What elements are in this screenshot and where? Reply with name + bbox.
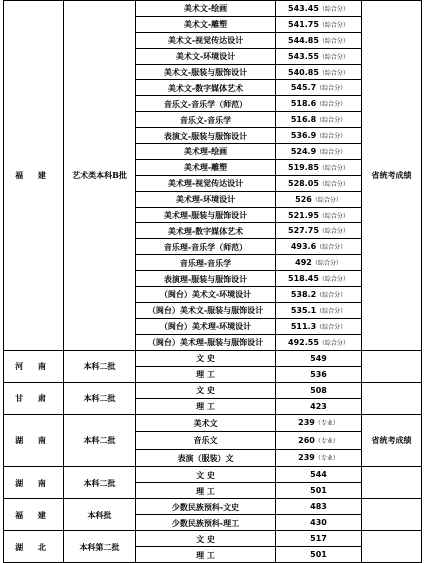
category-cell: 文 史 (136, 531, 276, 547)
score-cell (276, 96, 362, 112)
table-row (4, 350, 422, 366)
score-value: 544.85 (288, 35, 319, 45)
score-type-note: （综合分） (318, 228, 349, 236)
batch-cell: 本科第二批 (64, 531, 136, 563)
score-value: 492.55 (288, 337, 319, 347)
score-value: 492 (295, 258, 312, 268)
batch-cell: 本科二批 (64, 382, 136, 414)
score-value: 483 (310, 502, 327, 512)
score-cell (276, 1, 362, 17)
score-cell (276, 80, 362, 96)
score-value: 518.6 (290, 99, 317, 109)
batch-cell: 艺术类本科B批 (64, 1, 136, 351)
score-value: 526 (295, 194, 312, 204)
category-cell: 美术理-数字媒体艺术 (136, 223, 276, 239)
score-value: 528.05 (288, 178, 319, 188)
score-cell (276, 449, 362, 467)
note-cell: 省统考成绩 (362, 414, 422, 467)
score-value: 493.6 (290, 242, 317, 252)
batch-cell: 本科二批 (64, 350, 136, 382)
score-value: 517 (310, 534, 327, 544)
score-cell (276, 207, 362, 223)
score-cell (276, 302, 362, 318)
score-value: 521.95 (288, 210, 319, 220)
table-row (4, 531, 422, 547)
score-type-note: （专业） (314, 455, 339, 463)
category-cell: （闽台）美术文-环境设计 (136, 287, 276, 303)
score-cell (276, 16, 362, 32)
category-cell: 少数民族预科-理工 (136, 515, 276, 531)
score-cell (276, 32, 362, 48)
score-value: 501 (310, 486, 327, 496)
category-cell: 文 史 (136, 467, 276, 483)
score-type-note: （综合分） (318, 21, 349, 29)
category-cell: 音乐理-音乐学（师范） (136, 239, 276, 255)
score-type-note: （综合分） (316, 307, 347, 315)
score-cell (276, 467, 362, 483)
score-value: 430 (310, 518, 327, 528)
category-cell: 美术理-绘画 (136, 144, 276, 160)
score-type-note: （综合分） (318, 37, 349, 45)
note-cell-empty (362, 499, 422, 531)
category-cell: 音乐理-音乐学 (136, 255, 276, 271)
note-cell-empty (362, 467, 422, 499)
score-cell (276, 318, 362, 334)
score-cell (276, 255, 362, 271)
province-cell: 湖 南 (4, 414, 64, 467)
score-value: 543.45 (288, 3, 319, 13)
score-type-note: （专业） (314, 437, 339, 445)
score-cell (276, 483, 362, 499)
score-type-note: （综合分） (318, 339, 349, 347)
category-cell: 美术理-服装与服饰设计 (136, 207, 276, 223)
score-value: 535.1 (290, 305, 317, 315)
category-cell: 美术文-环境设计 (136, 48, 276, 64)
province-cell: 河 南 (4, 350, 64, 382)
score-type-note: （综合分） (316, 117, 347, 125)
category-cell: 少数民族预科-文史 (136, 499, 276, 515)
score-cell (276, 191, 362, 207)
category-cell: 理 工 (136, 398, 276, 414)
score-type-note: （综合分） (311, 260, 342, 268)
note-cell-empty (362, 531, 422, 563)
score-type-note: （综合分） (311, 196, 342, 204)
score-cell (276, 531, 362, 547)
score-type-note: （综合分） (316, 101, 347, 109)
category-cell: 美术理-雕塑 (136, 159, 276, 175)
score-cell (276, 112, 362, 128)
score-cell (276, 334, 362, 350)
score-cell (276, 159, 362, 175)
category-cell: 美术文-数字媒体艺术 (136, 80, 276, 96)
score-cell (276, 547, 362, 563)
score-type-note: （综合分） (318, 276, 349, 284)
score-type-note: （综合分） (316, 133, 347, 141)
category-cell: 音乐文-音乐学 (136, 112, 276, 128)
score-cell (276, 287, 362, 303)
score-cell (276, 366, 362, 382)
table-row (4, 1, 422, 17)
category-cell: 美术文-视觉传达设计 (136, 32, 276, 48)
score-value: 519.85 (288, 162, 319, 172)
score-value: 423 (310, 401, 327, 411)
province-cell: 湖 北 (4, 531, 64, 563)
score-cell (276, 271, 362, 287)
score-type-note: （综合分） (316, 291, 347, 299)
score-value: 501 (310, 550, 327, 560)
score-value: 524.9 (290, 146, 317, 156)
score-value: 511.3 (290, 321, 317, 331)
score-cell (276, 432, 362, 450)
table-row (4, 499, 422, 515)
category-cell: 理 工 (136, 366, 276, 382)
province-cell: 甘 肃 (4, 382, 64, 414)
province-cell: 湖 南 (4, 467, 64, 499)
score-cell (276, 398, 362, 414)
note-cell-empty (362, 382, 422, 414)
score-value: 545.7 (290, 83, 317, 93)
score-type-note: （综合分） (318, 164, 349, 172)
score-value: 544 (310, 470, 327, 480)
province-cell: 福 建 (4, 499, 64, 531)
score-value: 543.55 (288, 51, 319, 61)
category-cell: 美术文 (136, 414, 276, 432)
category-cell: 音乐文 (136, 432, 276, 450)
score-cell (276, 144, 362, 160)
score-value: 239 (298, 453, 315, 463)
table-row (4, 467, 422, 483)
score-type-note: （综合分） (318, 69, 349, 77)
score-value: 508 (310, 385, 327, 395)
category-cell: （闽台）美术理-环境设计 (136, 318, 276, 334)
batch-cell: 本科批 (64, 499, 136, 531)
score-cell (276, 382, 362, 398)
score-value: 527.75 (288, 226, 319, 236)
category-cell: 表演（服装）文 (136, 449, 276, 467)
score-value: 260 (298, 435, 315, 445)
score-cell (276, 223, 362, 239)
score-value: 549 (310, 353, 327, 363)
category-cell: 理 工 (136, 483, 276, 499)
table-body (4, 1, 422, 563)
score-value: 536 (310, 369, 327, 379)
admission-score-table (3, 0, 422, 563)
table-row (4, 382, 422, 398)
category-cell: 表演文-服装与服饰设计 (136, 128, 276, 144)
category-cell: 文 史 (136, 350, 276, 366)
score-value: 518.45 (288, 274, 319, 284)
score-value: 538.2 (290, 289, 317, 299)
score-type-note: （专业） (314, 420, 339, 428)
score-type-note: （综合分） (316, 85, 347, 93)
score-cell (276, 239, 362, 255)
score-type-note: （综合分） (318, 180, 349, 188)
score-cell (276, 175, 362, 191)
batch-cell: 本科二批 (64, 414, 136, 467)
score-cell (276, 350, 362, 366)
score-type-note: （综合分） (318, 53, 349, 61)
score-type-note: （综合分） (316, 323, 347, 331)
category-cell: 美术文-雕塑 (136, 16, 276, 32)
score-value: 536.9 (290, 131, 317, 141)
score-value: 516.8 (290, 115, 317, 125)
category-cell: （闽台）美术文-服装与服饰设计 (136, 302, 276, 318)
category-cell: 理 工 (136, 547, 276, 563)
category-cell: 美术文-绘画 (136, 1, 276, 17)
score-cell (276, 48, 362, 64)
note-cell: 省统考成绩 (362, 1, 422, 351)
table-row (4, 414, 422, 432)
batch-cell: 本科二批 (64, 467, 136, 499)
category-cell: 美术理-环境设计 (136, 191, 276, 207)
province-cell: 福 建 (4, 1, 64, 351)
score-value: 540.85 (288, 67, 319, 77)
admission-score-table-wrapper (3, 0, 421, 563)
score-cell (276, 515, 362, 531)
score-cell (276, 128, 362, 144)
score-cell (276, 499, 362, 515)
score-cell (276, 414, 362, 432)
score-value: 239 (298, 418, 315, 428)
category-cell: 表演理-服装与服饰设计 (136, 271, 276, 287)
score-type-note: （综合分） (318, 212, 349, 220)
score-type-note: （综合分） (318, 5, 349, 13)
category-cell: （闽台）美术理-服装与服饰设计 (136, 334, 276, 350)
category-cell: 美术文-服装与服饰设计 (136, 64, 276, 80)
score-type-note: （综合分） (316, 148, 347, 156)
category-cell: 美术理-视觉传达设计 (136, 175, 276, 191)
category-cell: 音乐文-音乐学（师范） (136, 96, 276, 112)
score-type-note: （综合分） (316, 244, 347, 252)
category-cell: 文 史 (136, 382, 276, 398)
note-cell-empty (362, 350, 422, 382)
score-value: 541.75 (288, 19, 319, 29)
score-cell (276, 64, 362, 80)
